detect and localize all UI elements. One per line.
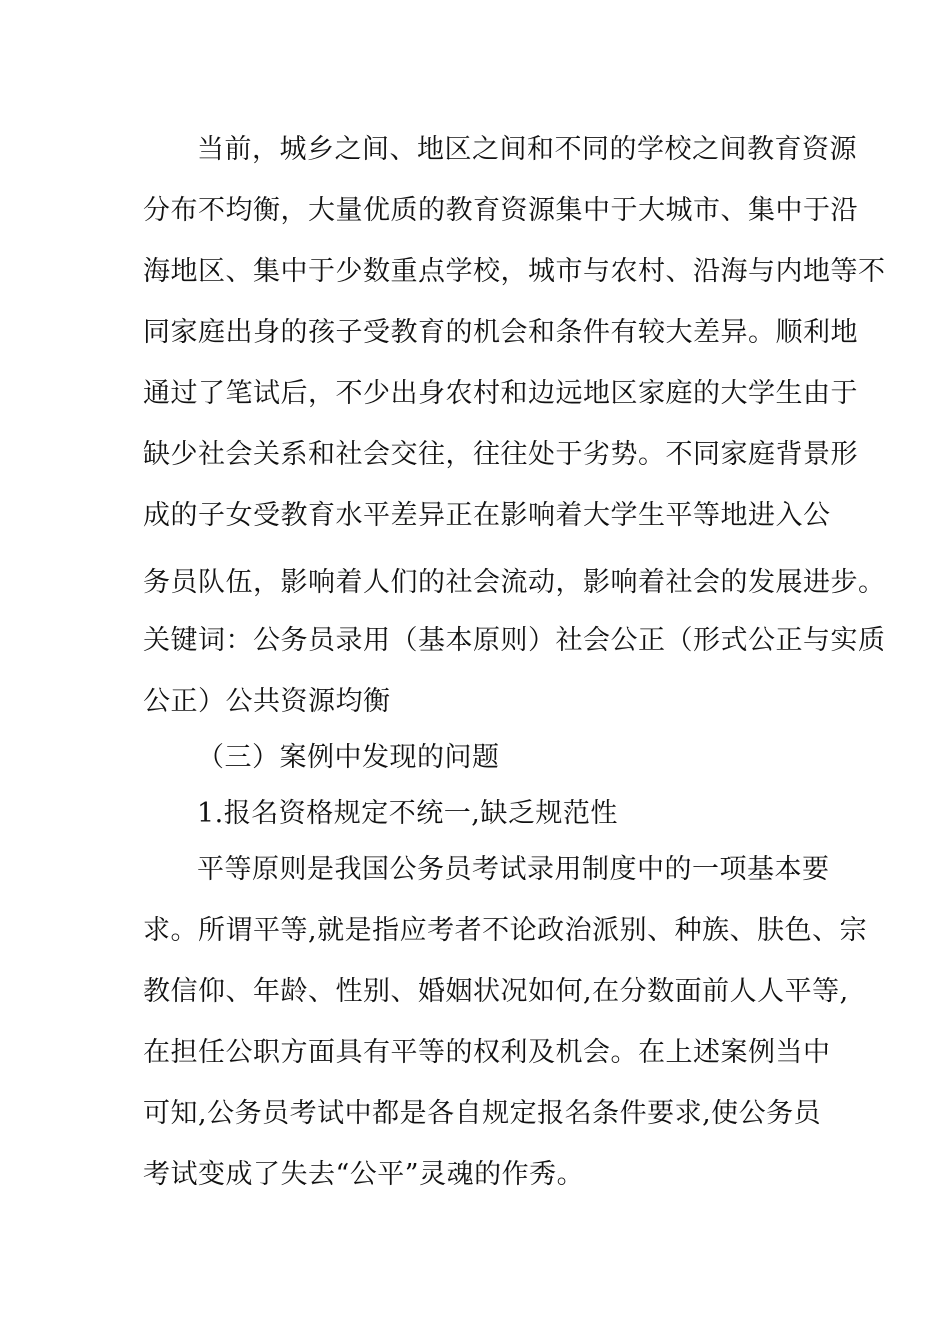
paragraph-1-line-8: 务员队伍，影响着人们的社会流动，影响着社会的发展进步。 (143, 567, 886, 598)
paragraph-1-line-4: 同家庭出身的孩子受教育的机会和条件有较大差异。顺利地 (143, 317, 858, 348)
section-heading: （三）案例中发现的问题 (197, 742, 500, 773)
paragraph-1-line-5: 通过了笔试后，不少出身农村和边远地区家庭的大学生由于 (143, 378, 858, 409)
paragraph-1-line-1: 当前，城乡之间、地区之间和不同的学校之间教育资源 (197, 134, 857, 165)
paragraph-2-line-1: 平等原则是我国公务员考试录用制度中的一项基本要 (197, 854, 830, 885)
paragraph-1-line-3: 海地区、集中于少数重点学校，城市与农村、沿海与内地等不 (143, 256, 886, 287)
paragraph-1-line-2: 分布不均衡，大量优质的教育资源集中于大城市、集中于沿 (143, 195, 858, 226)
keywords-line-2: 公正）公共资源均衡 (143, 686, 391, 717)
paragraph-2-line-3: 教信仰、年龄、性别、婚姻状况如何,在分数面前人人平等, (143, 976, 849, 1007)
paragraph-1-line-7: 成的子女受教育水平差异正在影响着大学生平等地进入公 (143, 500, 831, 531)
paragraph-2-line-6: 考试变成了失去“公平”灵魂的作秀。 (143, 1159, 585, 1190)
paragraph-1-line-6: 缺少社会关系和社会交往，往往处于劣势。不同家庭背景形 (143, 439, 858, 470)
paragraph-2-line-4: 在担任公职方面具有平等的权利及机会。在上述案例当中 (143, 1037, 831, 1068)
keywords-line-1: 关键词：公务员录用（基本原则）社会公正（形式公正与实质 (143, 625, 886, 656)
subsection-heading: 1.报名资格规定不统一,缺乏规范性 (197, 798, 618, 829)
paragraph-2-line-5: 可知,公务员考试中都是各自规定报名条件要求,使公务员 (143, 1098, 822, 1129)
paragraph-2-line-2: 求。所谓平等,就是指应考者不论政治派别、种族、肤色、宗 (143, 915, 868, 946)
